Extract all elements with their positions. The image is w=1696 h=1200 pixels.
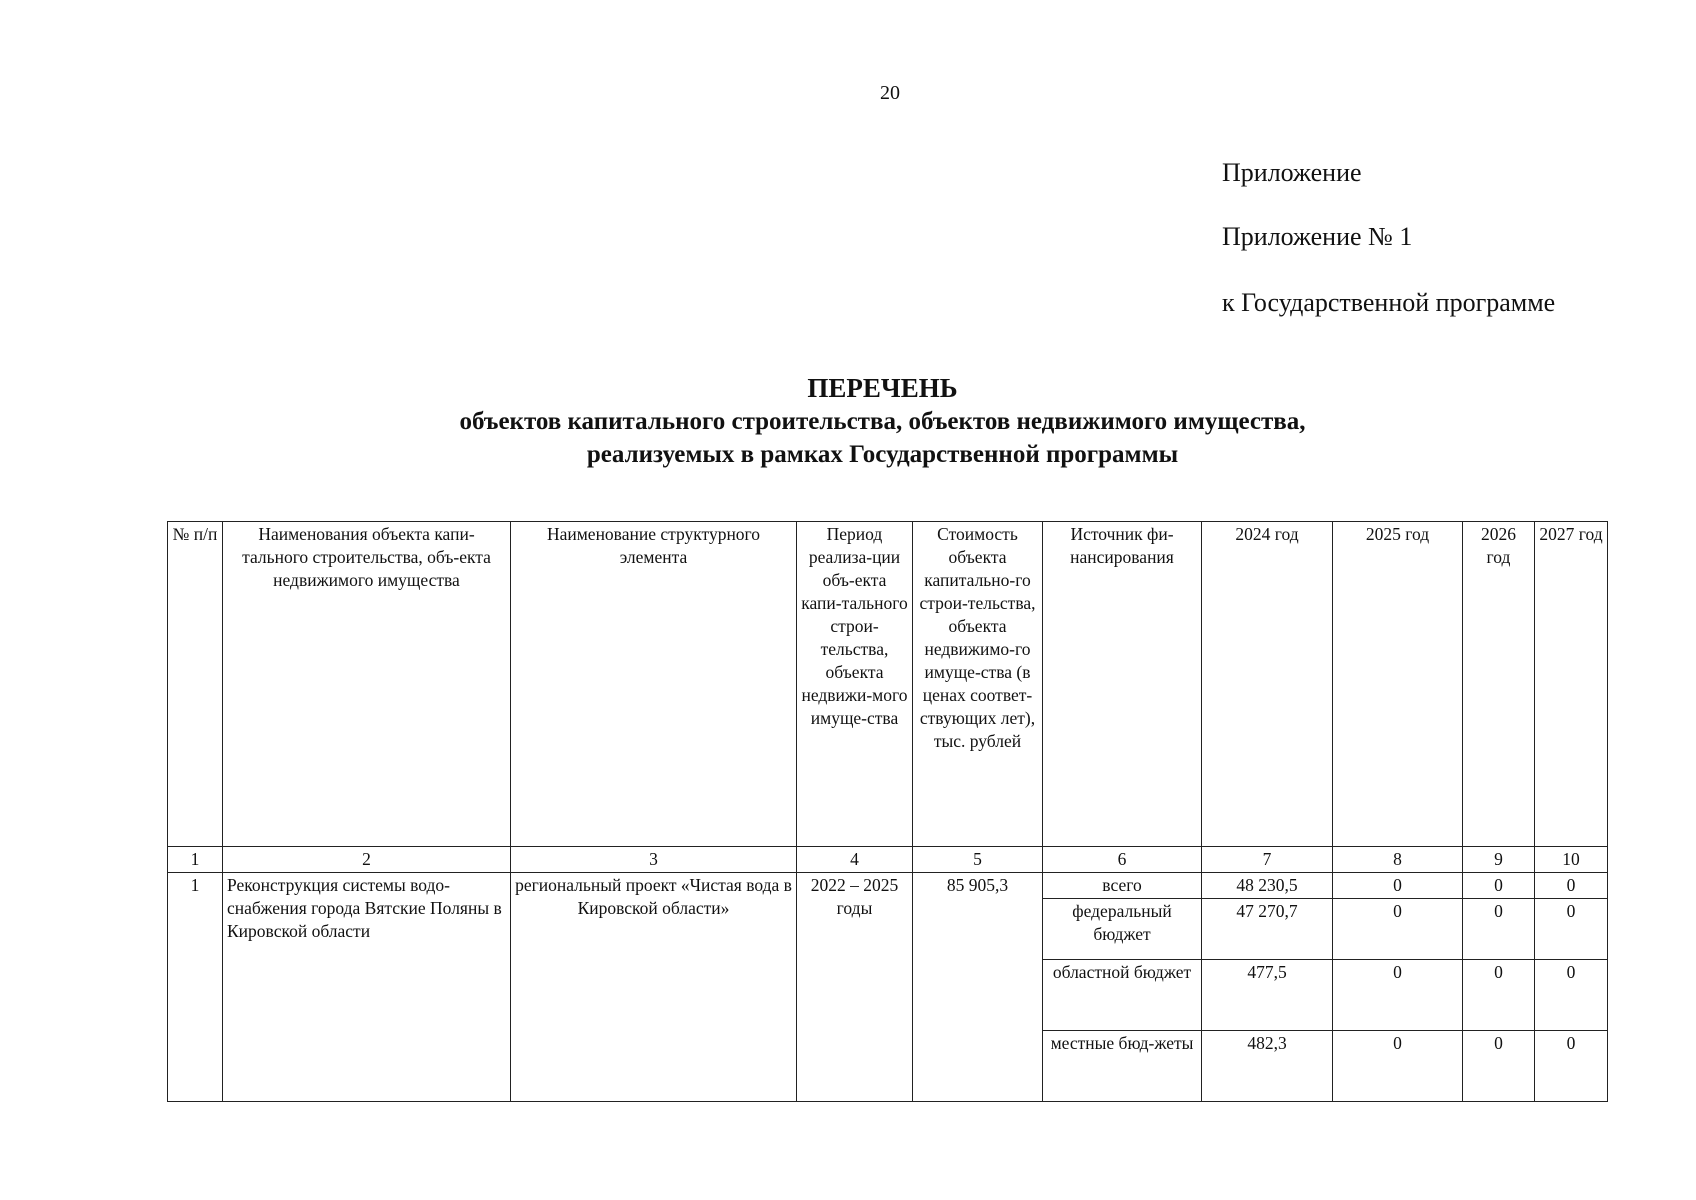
- column-number: 6: [1043, 847, 1202, 873]
- header-period: Период реализа-ции объ-екта капи-тального строи-тельства, объекта недвижи-мого имуще-ства: [797, 522, 913, 847]
- amount-2026: 0: [1463, 899, 1535, 960]
- funding-source: федеральный бюджет: [1043, 899, 1202, 960]
- header-year-2026: 2026 год: [1463, 522, 1535, 847]
- header-cost: Стоимость объекта капитально-го строи-тельства, объекта недвижимо-го имуще-ства (в ценах соответ-ствующих лет), тыс. рублей: [913, 522, 1043, 847]
- document-subtitle-line1: объектов капитального строительства, объектов недвижимого имущества,: [459, 408, 1306, 435]
- column-number: 4: [797, 847, 913, 873]
- header-object-name: Наименования объекта капи-тального строительства, объ-екта недвижимого имущества: [223, 522, 511, 847]
- capital-construction-table: [167, 521, 1608, 1102]
- column-number: 10: [1535, 847, 1608, 873]
- header-funding-source: Источник фи-нансирования: [1043, 522, 1202, 847]
- amount-2027: 0: [1535, 960, 1608, 1031]
- amount-2025: 0: [1333, 960, 1463, 1031]
- object-name: Реконструкция системы водо-снабжения города Вятские Поляны в Кировской области: [223, 873, 511, 1102]
- object-cost: 85 905,3: [913, 873, 1043, 1102]
- funding-source: областной бюджет: [1043, 960, 1202, 1031]
- column-number: 7: [1202, 847, 1333, 873]
- table-row: [168, 873, 1608, 899]
- appendix-reference: к Государственной программе: [1222, 288, 1556, 317]
- header-year-2025: 2025 год: [1333, 522, 1463, 847]
- amount-2026: 0: [1463, 873, 1535, 899]
- row-number: 1: [168, 873, 223, 1102]
- column-number: 9: [1463, 847, 1535, 873]
- funding-source: местные бюд-жеты: [1043, 1031, 1202, 1102]
- amount-2027: 0: [1535, 899, 1608, 960]
- document-title: ПЕРЕЧЕНЬ: [807, 373, 958, 403]
- column-number: 5: [913, 847, 1043, 873]
- appendix-label: Приложение: [1222, 158, 1362, 187]
- column-number: 2: [223, 847, 511, 873]
- header-structural-element: Наименование структурного элемента: [511, 522, 797, 847]
- amount-2025: 0: [1333, 899, 1463, 960]
- table-header-row: [168, 522, 1608, 847]
- amount-2025: 0: [1333, 873, 1463, 899]
- amount-2027: 0: [1535, 1031, 1608, 1102]
- funding-source: всего: [1043, 873, 1202, 899]
- header-year-2024: 2024 год: [1202, 522, 1333, 847]
- amount-2024: 48 230,5: [1202, 873, 1333, 899]
- amount-2024: 482,3: [1202, 1031, 1333, 1102]
- column-number: 8: [1333, 847, 1463, 873]
- amount-2026: 0: [1463, 1031, 1535, 1102]
- document-title-block: [0, 372, 1696, 471]
- header-number: № п/п: [168, 522, 223, 847]
- implementation-period: 2022 – 2025 годы: [797, 873, 913, 1102]
- column-number: 1: [168, 847, 223, 873]
- document-subtitle-line2: реализуемых в рамках Государственной программы: [586, 441, 1179, 468]
- column-number: 3: [511, 847, 797, 873]
- page-number: 20: [880, 82, 900, 104]
- header-year-2027: 2027 год: [1535, 522, 1608, 847]
- amount-2024: 477,5: [1202, 960, 1333, 1031]
- structural-element: региональный проект «Чистая вода в Кировской области»: [511, 873, 797, 1102]
- amount-2026: 0: [1463, 960, 1535, 1031]
- amount-2024: 47 270,7: [1202, 899, 1333, 960]
- appendix-number: Приложение № 1: [1222, 222, 1413, 251]
- amount-2025: 0: [1333, 1031, 1463, 1102]
- amount-2027: 0: [1535, 873, 1608, 899]
- column-number-row: [168, 847, 1608, 873]
